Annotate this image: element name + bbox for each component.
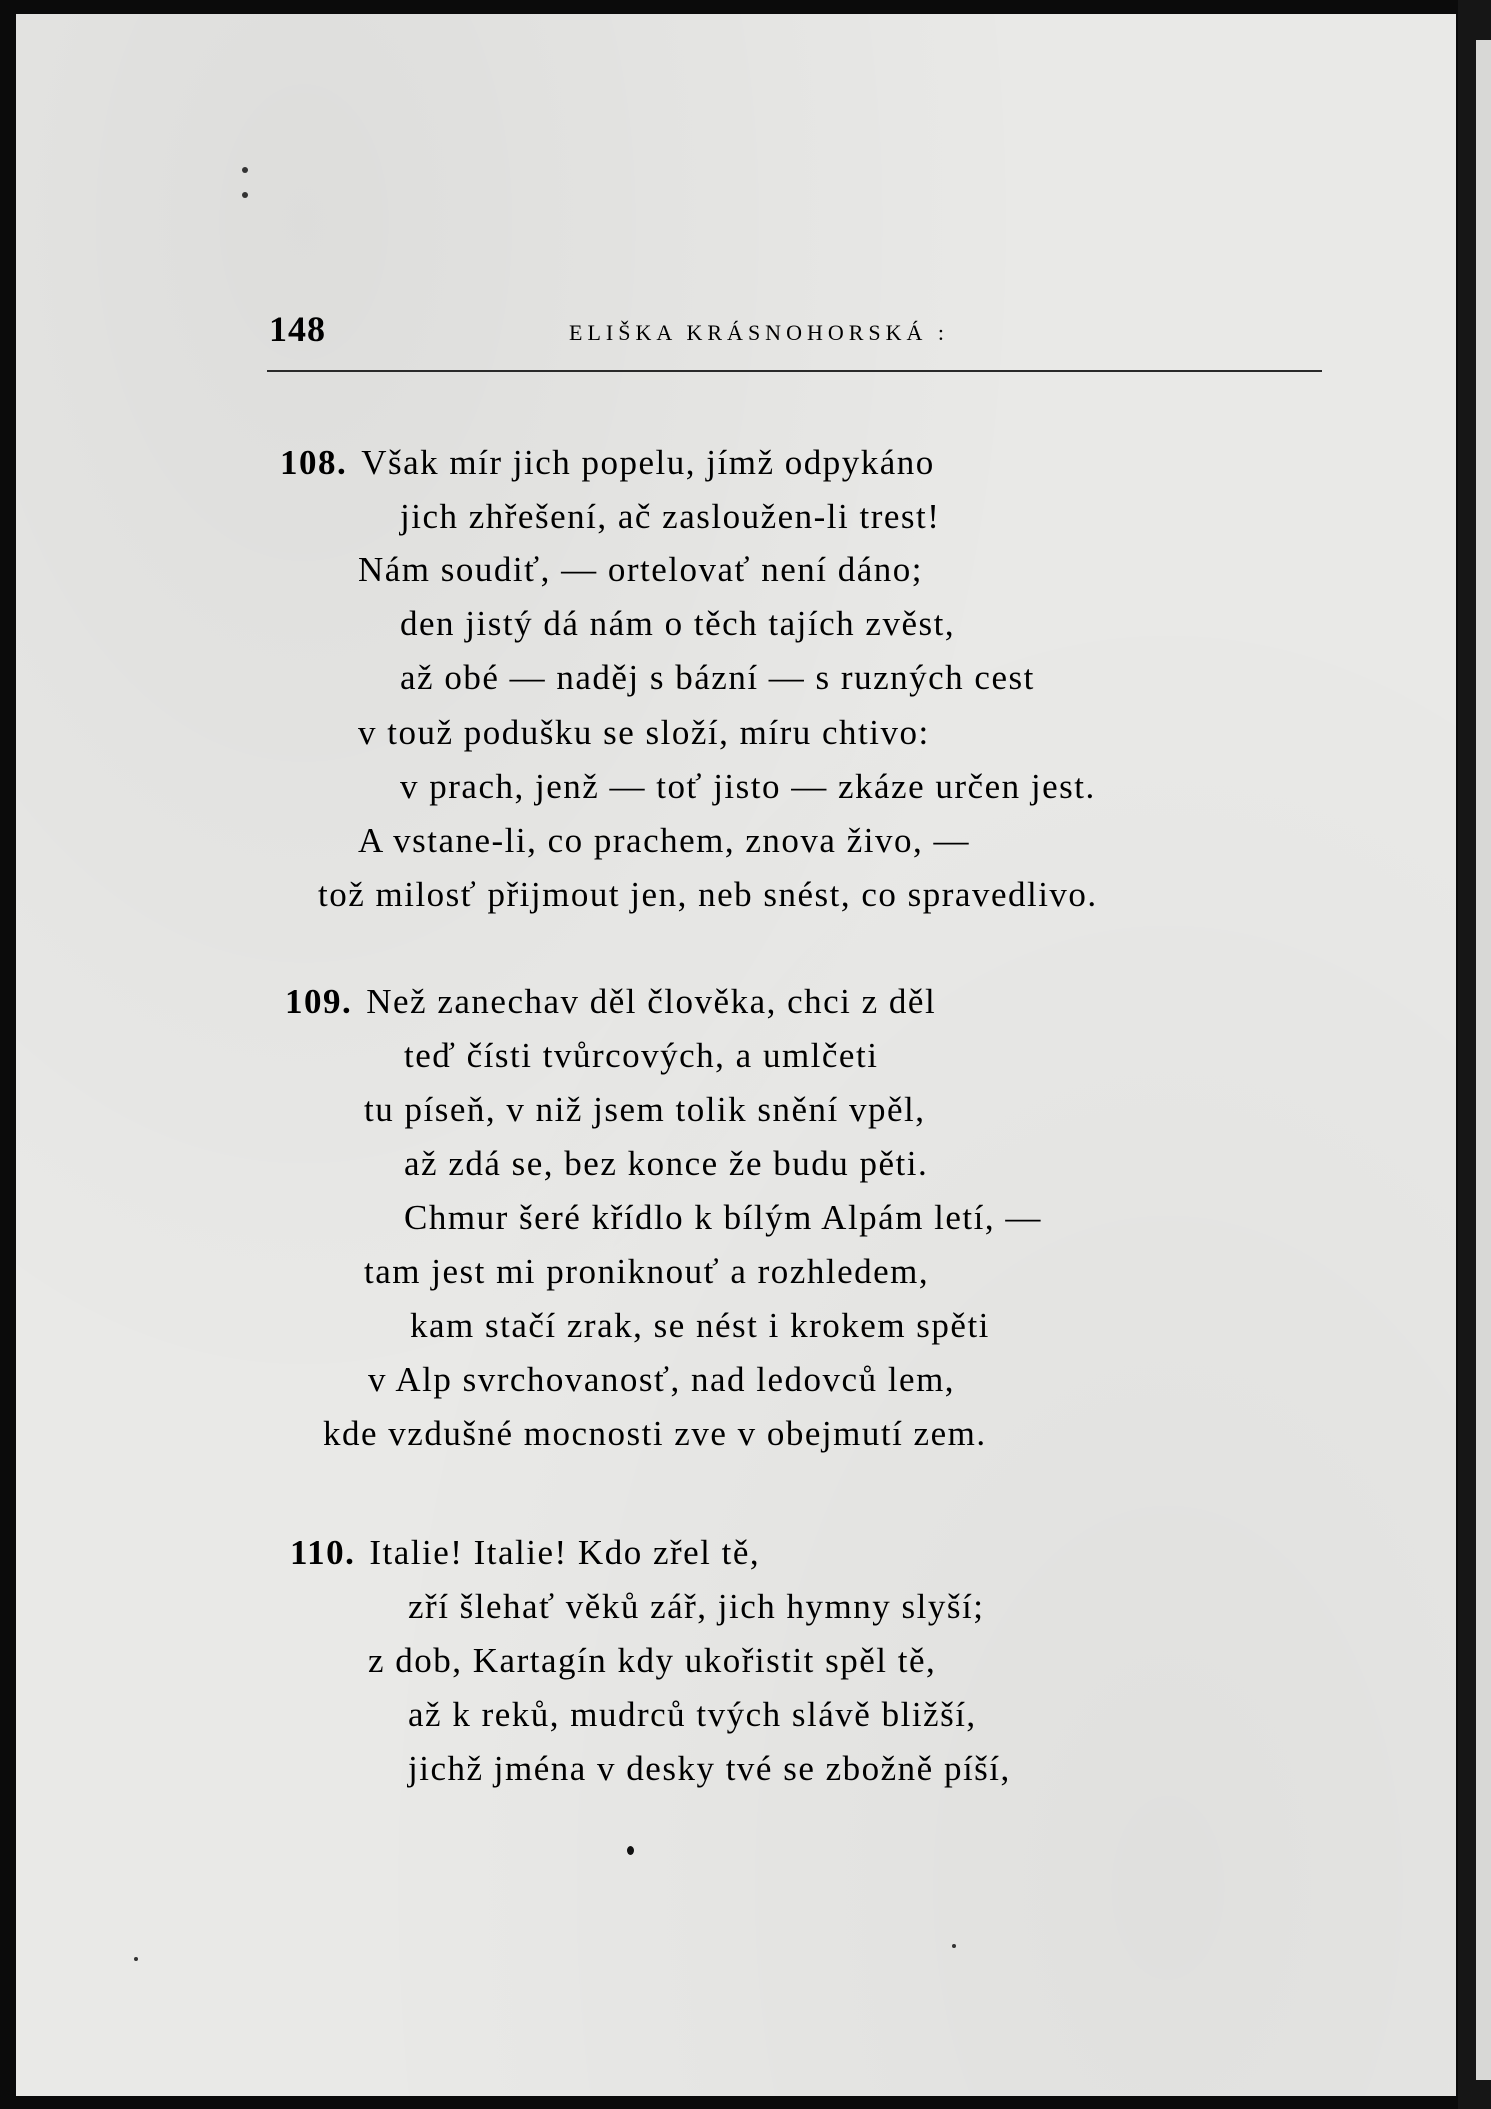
- page-header: [251, 308, 1321, 358]
- stanza-line: A vstane-li, co prachem, znova živo, —: [358, 821, 970, 860]
- stanza-line: až k reků, mudrců tvých slávě bližší,: [408, 1695, 977, 1734]
- margin-speck: [134, 1957, 138, 1961]
- stanza-110-line-1: 110. Italie! Italie! Kdo zřel tě,: [290, 1533, 761, 1572]
- stanza-line: den jistý dá nám o těch tajích zvěst,: [400, 604, 956, 643]
- stanza-number: 109.: [285, 982, 353, 1021]
- stanza-line: kde vzdušné mocnosti zve v obejmutí zem.: [323, 1414, 987, 1453]
- stanza-line: v prach, jenž — toť jisto — zkáze určen jest.: [400, 767, 1096, 806]
- stanza-line: teď čísti tvůrcových, a umlčeti: [404, 1036, 879, 1075]
- stanza-line: až zdá se, bez konce že budu pěti.: [404, 1144, 929, 1183]
- page-number: 148: [269, 309, 326, 349]
- stanza-line: tu píseň, v niž jsem tolik snění vpěl,: [364, 1090, 926, 1129]
- stanza-line: v Alp svrchovanosť, nad ledovců lem,: [368, 1360, 956, 1399]
- header-rule: [267, 370, 1322, 372]
- stanza-number: 110.: [290, 1533, 356, 1572]
- margin-speck: [242, 192, 248, 198]
- stanza-109-line-1: 109. Než zanechav děl člověka, chci z děl: [285, 982, 937, 1021]
- stanza-line: tož milosť přijmout jen, neb snést, co spravedlivo.: [318, 875, 1098, 914]
- next-page-edge-paper: [1476, 40, 1491, 2080]
- stanza-line: zří šlehať věků zář, jich hymny slyší;: [408, 1587, 985, 1626]
- stanza-line: jichž jména v desky tvé se zbožně píší,: [408, 1749, 1011, 1788]
- stanza-108-line-1: 108. Však mír jich popelu, jímž odpykáno: [280, 443, 935, 482]
- stanza-line: Chmur šeré křídlo k bílým Alpám letí, —: [404, 1198, 1042, 1237]
- stanza-line: jich zhřešení, ač zasloužen-li trest!: [400, 497, 941, 536]
- stanza-line: tam jest mi proniknouť a rozhledem,: [364, 1252, 930, 1291]
- stanza-number: 108.: [280, 443, 348, 482]
- margin-speck: [952, 1944, 956, 1948]
- stanza-line: kam stačí zrak, se nést i krokem spěti: [410, 1306, 990, 1345]
- stanza-line: z dob, Kartagín kdy ukořistit spěl tě,: [368, 1641, 937, 1680]
- stanza-line: Nám soudiť, — ortelovať není dáno;: [358, 550, 923, 589]
- margin-speck: [242, 167, 248, 173]
- running-head: ELIŠKA KRÁSNOHORSKÁ :: [569, 320, 950, 345]
- stanza-line: až obé — naděj s bázní — s ruzných cest: [400, 658, 1035, 697]
- stanza-line: v touž podušku se složí, míru chtivo:: [358, 713, 930, 752]
- margin-speck: [627, 1846, 634, 1855]
